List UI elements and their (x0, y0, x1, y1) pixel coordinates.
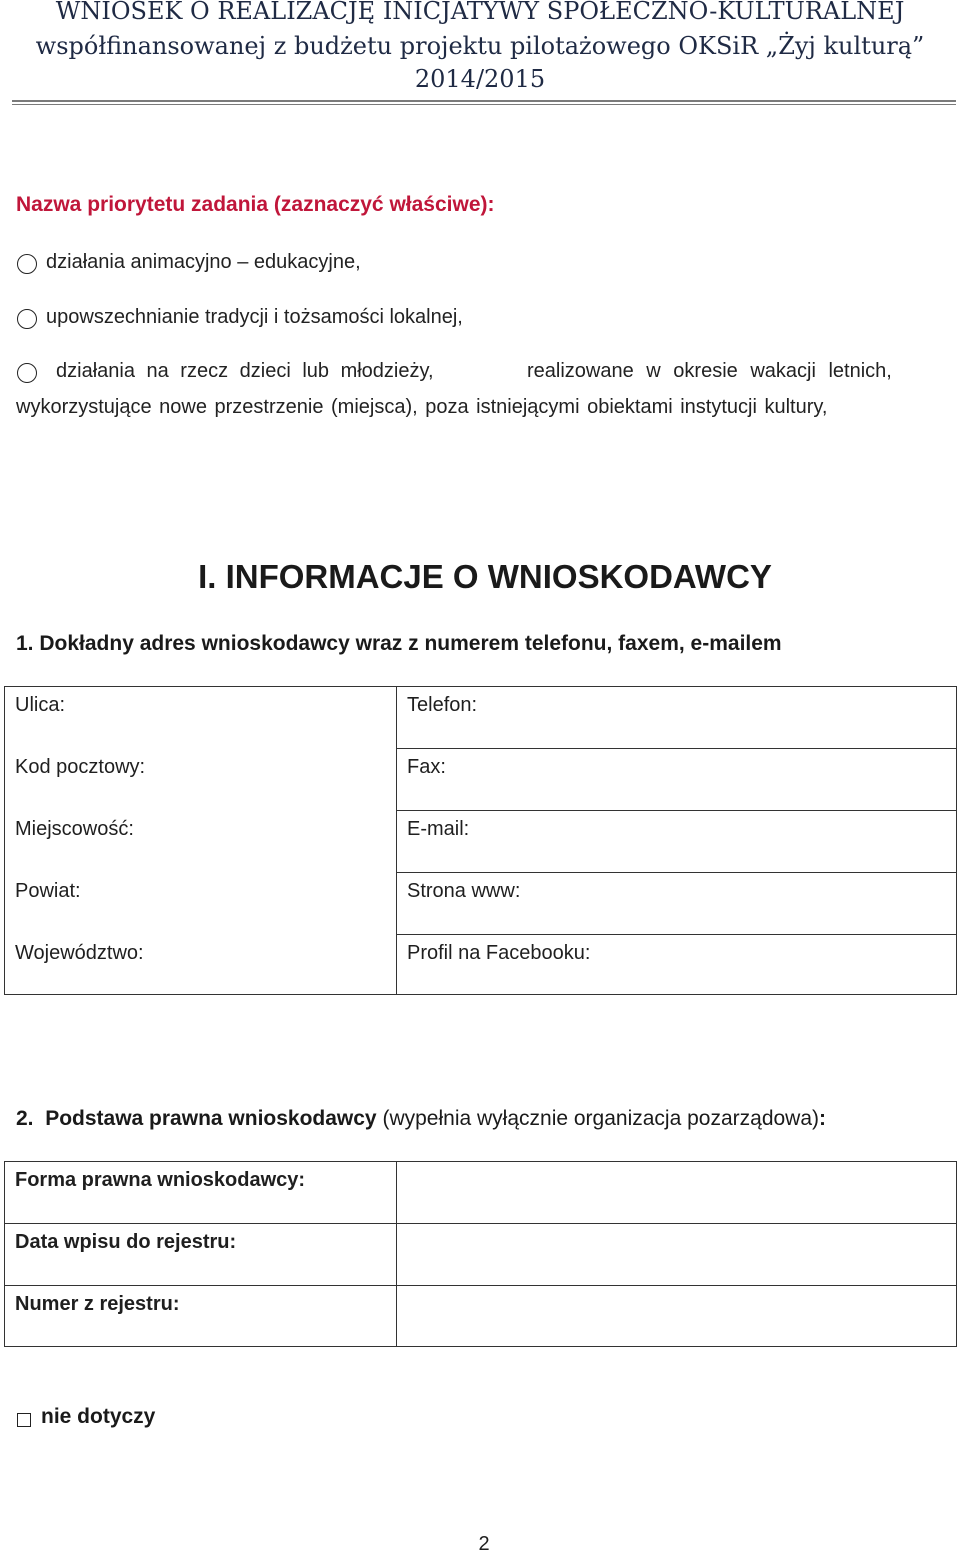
priority-option-animation[interactable] (17, 252, 517, 278)
table-row (5, 687, 957, 749)
section-title: I. INFORMACJE O WNIOSKODAWCY (198, 558, 772, 595)
table-row (5, 1286, 957, 1347)
priority-option-label: działania na rzecz dzieci lub młodzieży, (56, 360, 434, 382)
email-field[interactable]: E-mail: (397, 811, 957, 873)
legal-heading (16, 1107, 826, 1131)
priority-option-label-cont: wykorzystujące nowe przestrzenie (miejsca), poza istniejącymi obiektami instytucji kultury, (16, 396, 828, 418)
not-applicable-label: nie dotyczy (41, 1405, 156, 1428)
priority-title: Nazwa priorytetu zadania (zaznaczyć właściwe): (16, 193, 495, 216)
street-field[interactable]: Ulica: (5, 687, 397, 749)
table-row (5, 1162, 957, 1224)
registry-number-label: Numer z rejestru: (5, 1286, 397, 1347)
header-rule-thin (12, 104, 956, 105)
legal-heading-note: (wypełnia wyłącznie organizacja pozarządowa) (382, 1107, 820, 1130)
radio-circle-icon[interactable] (17, 309, 37, 329)
priority-option-label: upowszechnianie tradycji i tożsamości lokalnej, (46, 306, 463, 328)
postal-code-field[interactable]: Kod pocztowy: (5, 749, 397, 811)
registry-date-label: Data wpisu do rejestru: (5, 1224, 397, 1286)
radio-circle-icon[interactable] (17, 254, 37, 274)
page-number: 2 (478, 1533, 490, 1555)
address-heading: 1. Dokładny adres wnioskodawcy wraz z numerem telefonu, faxem, e-mailem (16, 632, 782, 655)
county-field[interactable]: Powiat: (5, 873, 397, 935)
table-row (5, 1224, 957, 1286)
header-rule (12, 100, 956, 102)
legal-heading-bold: Podstawa prawna wnioskodawcy (45, 1107, 377, 1130)
not-applicable-checkbox[interactable] (17, 1413, 31, 1427)
address-table (4, 686, 957, 995)
registry-number-input[interactable] (397, 1286, 957, 1347)
facebook-field[interactable]: Profil na Facebooku: (397, 935, 957, 995)
priority-option-tradition[interactable] (17, 307, 577, 333)
table-row (5, 749, 957, 811)
legal-form-label: Forma prawna wnioskodawcy: (5, 1162, 397, 1224)
city-field[interactable]: Miejscowość: (5, 811, 397, 873)
phone-field[interactable]: Telefon: (397, 687, 957, 749)
form-title-line2: współfinansowanej z budżetu projektu pilotażowego OKSiR „Żyj kulturą” (35, 32, 925, 60)
table-row (5, 811, 957, 873)
legal-heading-colon: : (819, 1107, 827, 1130)
table-row (5, 935, 957, 995)
voivodeship-field[interactable]: Województwo: (5, 935, 397, 995)
priority-option-label: działania animacyjno – edukacyjne, (46, 251, 361, 273)
priority-option-youth[interactable] (17, 361, 957, 423)
registry-date-input[interactable] (397, 1224, 957, 1286)
priority-option-label: realizowane w okresie wakacji letnich, (527, 360, 892, 382)
form-title-line1: WNIOSEK O REALIZACJĘ INICJATYWY SPOŁECZNO-KULTURALNEJ (55, 0, 905, 25)
legal-table (4, 1161, 957, 1347)
website-field[interactable]: Strona www: (397, 873, 957, 935)
table-row (5, 873, 957, 935)
legal-heading-number: 2. (16, 1107, 34, 1130)
fax-field[interactable]: Fax: (397, 749, 957, 811)
form-title-line3: 2014/2015 (414, 65, 546, 93)
legal-form-input[interactable] (397, 1162, 957, 1224)
radio-circle-icon[interactable] (17, 363, 37, 383)
